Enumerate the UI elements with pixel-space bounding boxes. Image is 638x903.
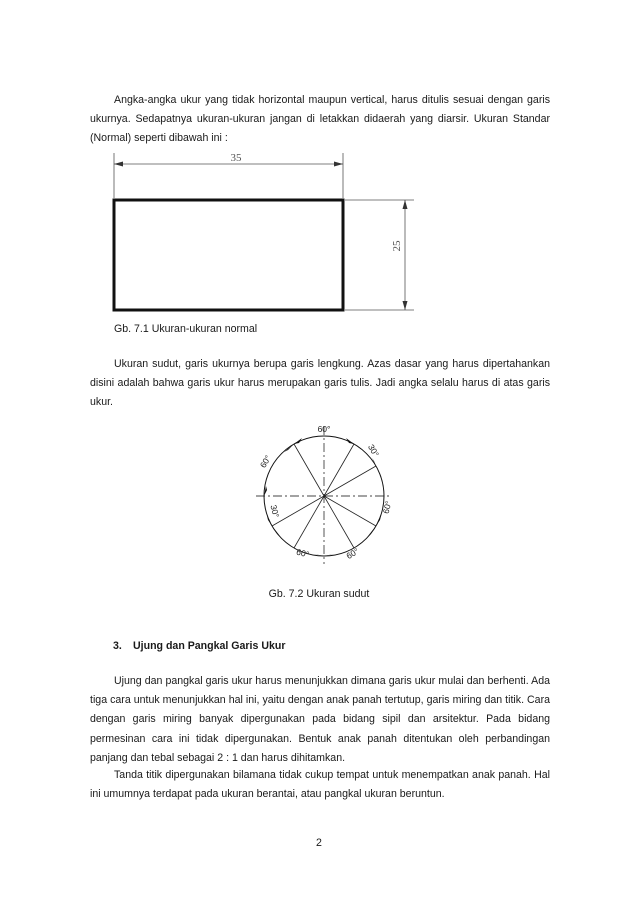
section-heading bbox=[113, 640, 285, 652]
figure-caption-7-2: Gb. 7.2 Ukuran sudut bbox=[268, 588, 370, 600]
height-dimension-label: 25 bbox=[391, 240, 403, 252]
part-rectangle bbox=[114, 200, 343, 310]
angle-label-bottom-left: 60° bbox=[295, 546, 311, 560]
angle-label-bottom-right: 60° bbox=[344, 545, 361, 561]
angle-label-left: 30° bbox=[268, 503, 282, 519]
intro-paragraph: Angka-angka ukur yang tidak horizontal maupun vertical, harus ditulis sesuai dengan garis ukurnya. Sedapatnya ukuran-ukuran jangan di letakkan didaerah yang diarsir. Ukuran Standar (Normal) seperti dibawah ini : bbox=[90, 94, 550, 145]
section-title: Ujung dan Pangkal Garis Ukur bbox=[133, 640, 286, 652]
angle-label-right: 60° bbox=[380, 499, 394, 515]
section-number: 3. bbox=[113, 640, 122, 652]
angle-paragraph: Ukuran sudut, garis ukurnya berupa garis lengkung. Azas dasar yang harus dipertahankan disini adalah bahwa garis ukur harus merupakan garis tulis. Jadi angka selalu harus di atas garis ukur. bbox=[90, 358, 550, 409]
dot-paragraph: Tanda titik dipergunakan bilamana tidak cukup tempat untuk menempatkan anak panah. Hal ini umumnya terdapat pada ukuran berantai, atau pangkal ukuran beruntun. bbox=[90, 769, 550, 801]
angle-label-top: 60° bbox=[317, 424, 331, 434]
figure-caption-7-1: Gb. 7.1 Ukuran-ukuran normal bbox=[114, 323, 258, 335]
page-number: 2 bbox=[316, 837, 322, 849]
width-dimension-label: 35 bbox=[230, 152, 242, 164]
ends-paragraph: Ujung dan pangkal garis ukur harus menunjukkan dimana garis ukur mulai dan berhenti. Ada tiga cara untuk menunjukkan hal ini, yaitu dengan anak panah tertutup, garis miring dan titik. Cara dengan garis miring banyak dipergunakan pada bidang sipil dan arsitektur. Pada bidang permesinan cara ini tidak dipergunakan. Bentuk anak panah ditentukan oleh perbandingan panjang dan tebal sebagai 2 : 1 dan harus dihitamkan. bbox=[90, 675, 550, 764]
normal-dimension-figure bbox=[0, 150, 638, 330]
angle-dimension-figure bbox=[254, 426, 394, 566]
angle-label-upper-left: 60° bbox=[257, 453, 273, 470]
angle-label-upper-right: 30° bbox=[366, 442, 382, 459]
